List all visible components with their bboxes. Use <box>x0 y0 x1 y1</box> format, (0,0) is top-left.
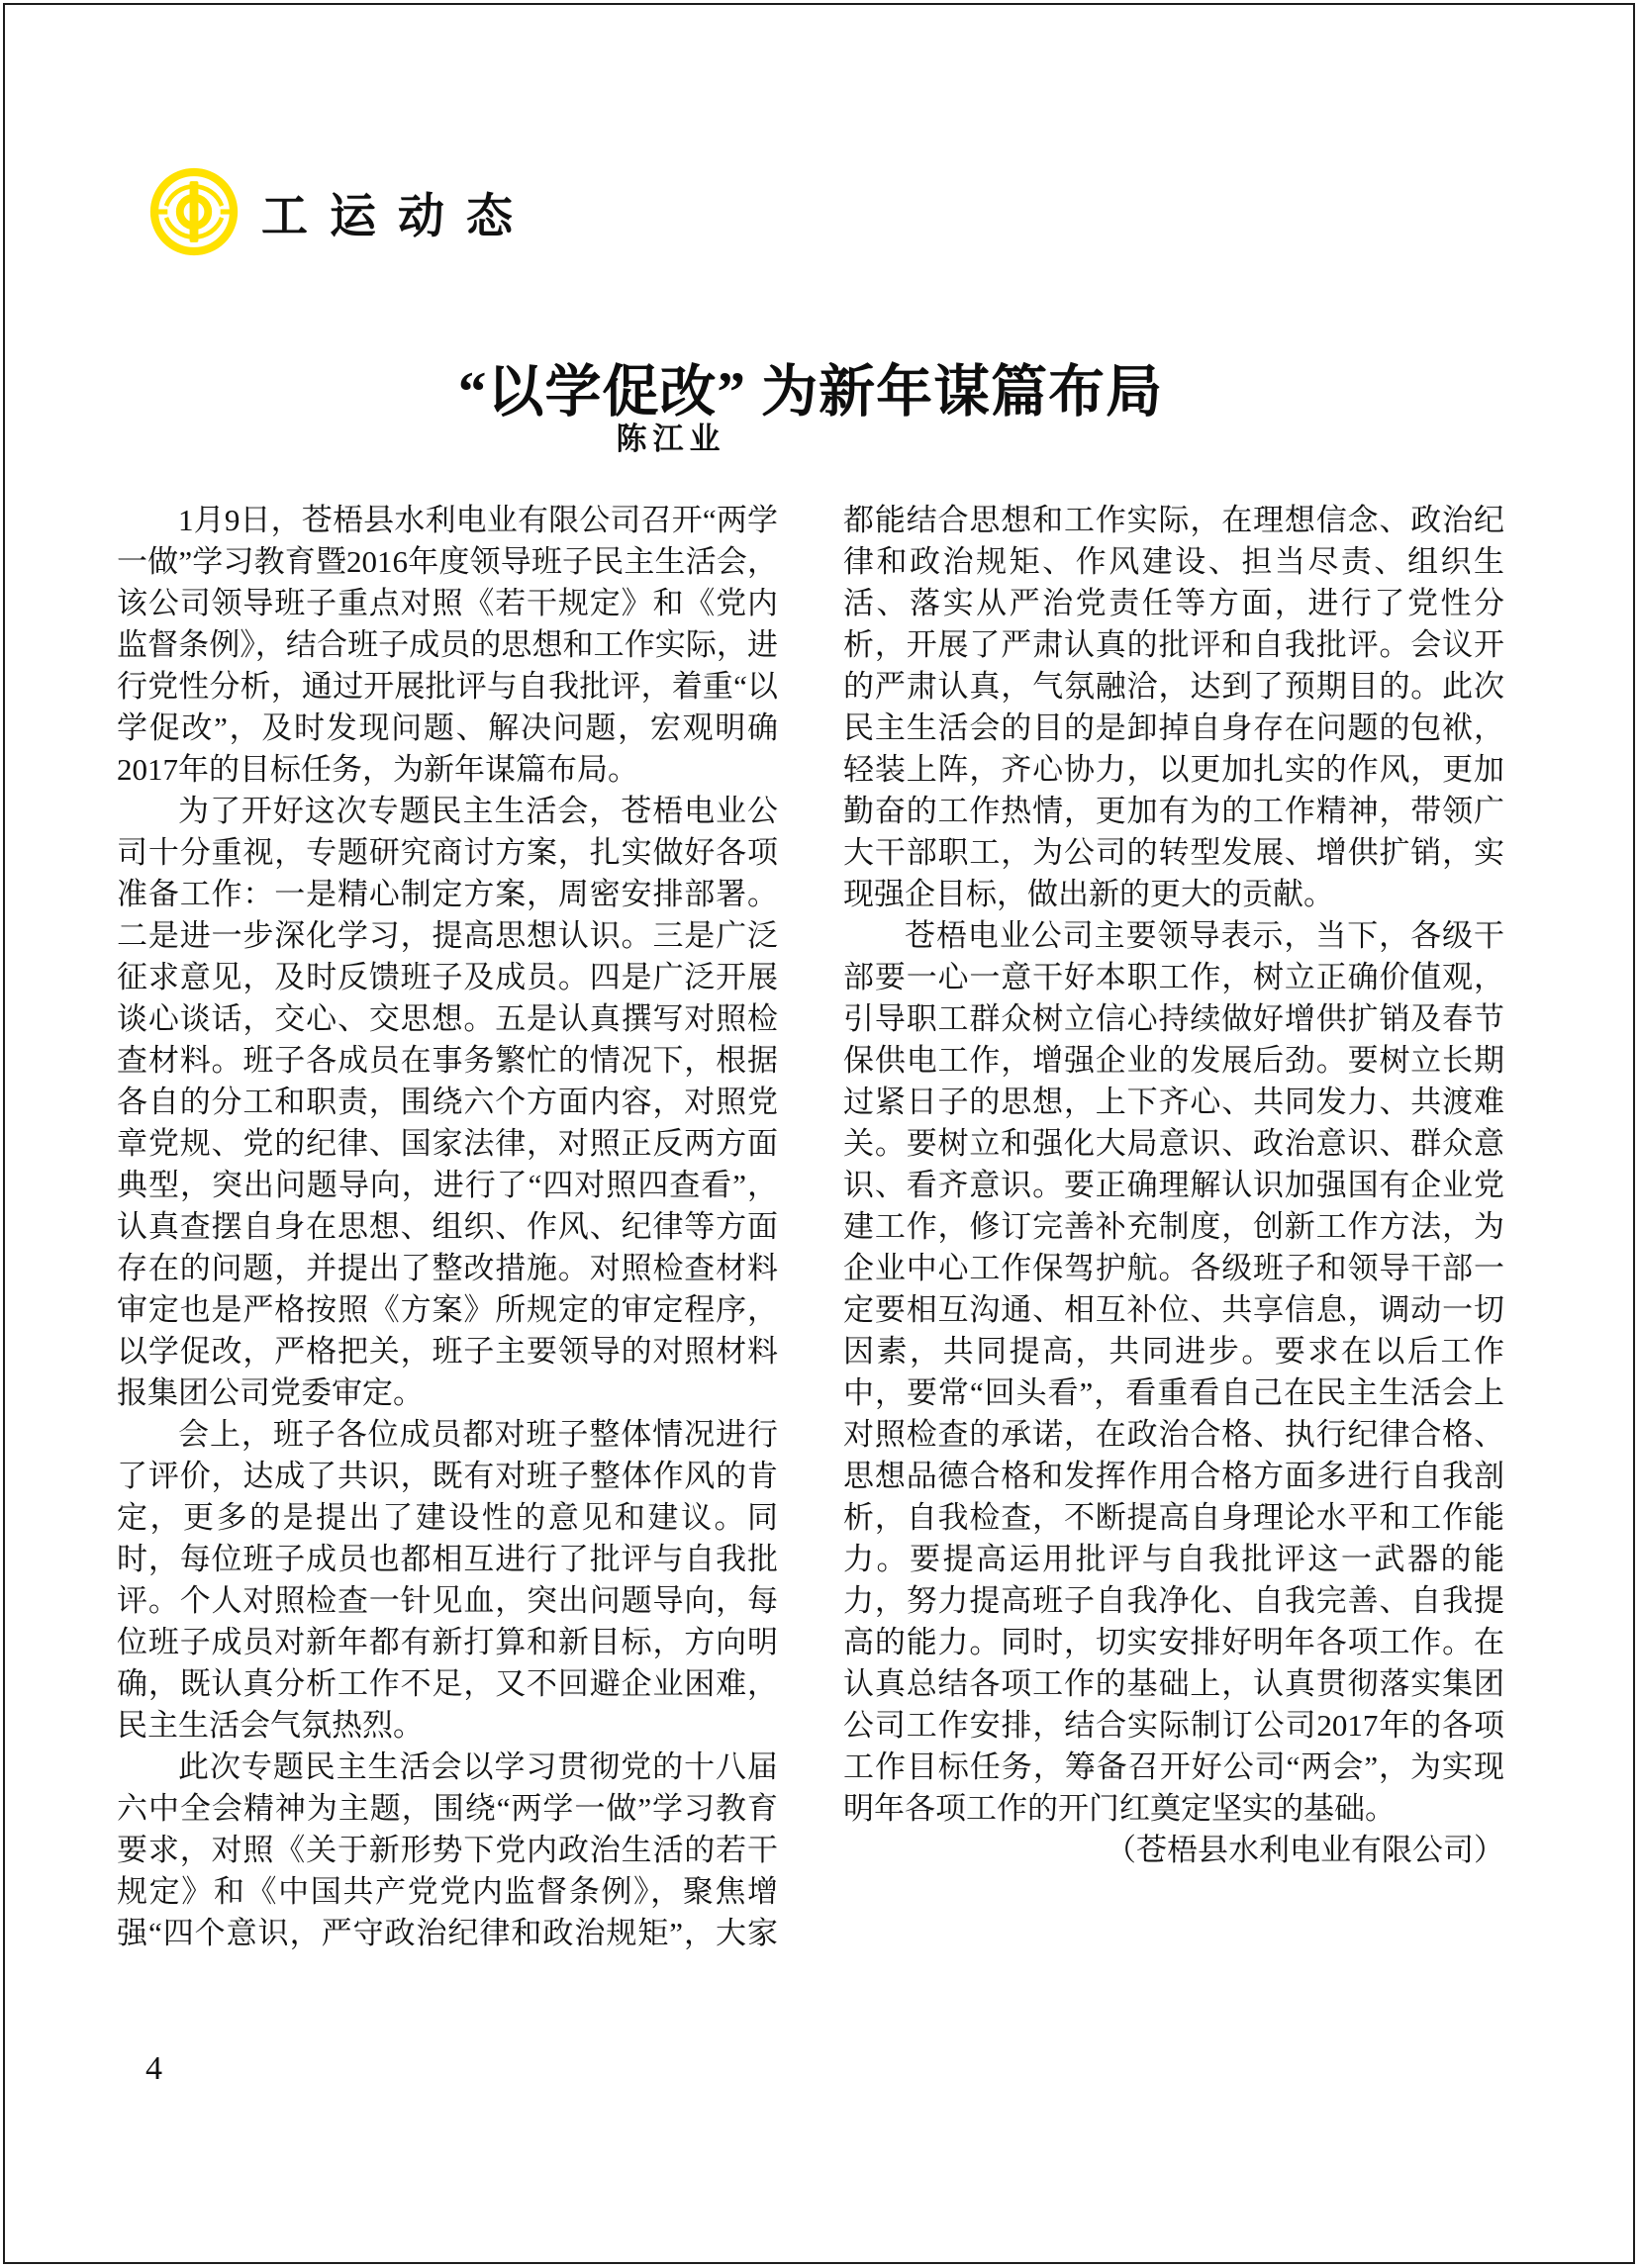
article-author: 陈江业 <box>616 422 726 456</box>
page-number: 4 <box>145 2050 162 2087</box>
article-title: “以学促改” 为新年谋篇布局 <box>457 361 1164 425</box>
article-paragraph: 苍梧电业公司主要领导表示，当下，各级干部要一心一意干好本职工作，树立正确价值观，引导职工群众树立信心持续做好增供扩销及春节保供电工作，增强企业的发展后劲。要树立长期过紧日子的思想，上下齐心、共同发力、共渡难关。要树立和强化大局意识、政治意识、群众意识、看齐意识。要正确理解认识加强国有企业党建工作，修订完善补充制度，创新工作方法，为企业中心工作保驾护航。各级班子和领导干部一定要相互沟通、相互补位、共享信息，调动一切因素，共同提高，共同进步。要求在以后工作中，要常“回头看”，看重看自己在民主生活会上对照检查的承诺，在政治合格、执行纪律合格、思想品德合格和发挥作用合格方面多进行自我剖析，自我检查，不断提高自身理论水平和工作能力。要提高运用批评与自我批评这一武器的能力，努力提高班子自我净化、自我完善、自我提高的能力。同时，切实安排好明年各项工作。在认真总结各项工作的基础上，认真贯彻落实集团公司工作安排，结合实际制订公司2017年的各项工作目标任务，筹备召开好公司“两会”，为实现明年各项工作的开门红奠定坚实的基础。 <box>843 918 1504 1826</box>
trade-union-emblem-icon <box>148 166 240 257</box>
article-paragraph: 会上，班子各位成员都对班子整体情况进行了评价，达成了共识，既有对班子整体作风的肯定，更多的是提出了建设性的意见和建议。同时，每位班子成员也都相互进行了批评与自我批评。个人对照检查一针见血，突出问题导向，每位班子成员对新年都有新打算和新目标，方向明确，既认真分析工作不足，又不回避企业困难，民主生活会气氛热烈。 <box>117 1417 778 1743</box>
article-signature: （苍梧县水利电业有限公司） <box>1106 1833 1504 1867</box>
article-paragraph: 为了开好这次专题民主生活会，苍梧电业公司十分重视，专题研究商讨方案，扎实做好各项准备工作：一是精心制定方案，周密安排部署。二是进一步深化学习，提高思想认识。三是广泛征求意见，及时反馈班子及成员。四是广泛开展谈心谈话，交心、交思想。五是认真撰写对照检查材料。班子各成员在事务繁忙的情况下，根据各自的分工和职责，围绕六个方面内容，对照党章党规、党的纪律、国家法律，对照正反两方面典型，突出问题导向，进行了“四对照四查看”，认真查摆自身在思想、组织、作风、纪律等方面存在的问题，并提出了整改措施。对照检查材料审定也是严格按照《方案》所规定的审定程序，以学促改，严格把关，班子主要领导的对照材料报集团公司党委审定。 <box>117 794 778 1410</box>
article-paragraph: 1月9日，苍梧县水利电业有限公司召开“两学一做”学习教育暨2016年度领导班子民主生活会，该公司领导班子重点对照《若干规定》和《党内监督条例》，结合班子成员的思想和工作实际，进行党性分析，通过开展批评与自我批评，着重“以学促改”，及时发现问题、解决问题，宏观明确2017年的目标任务，为新年谋篇布局。 <box>117 503 778 787</box>
article-paragraph: 此次专题民主生活会以学习贯彻党的十八届六中全会精神为主题，围绕“两学一做”学习教育要求，对照《关于新形势下党内政治生活的若干规定》和《中国共产党党内监督条例》，聚焦增强“四个意识，严守政治纪律和政治规矩”，大家都能结合思想和工作实际，在理想信念、政治纪律和政治规矩、作风建设、担当尽责、组织生活、落实从严治党责任等方面，进行了党性分析，开展了严肃认真的批评和自我批评。会议开的严肃认真，气氛融洽，达到了预期目的。此次民主生活会的目的是卸掉自身存在问题的包袱，轻装上阵，齐心协力，以更加扎实的作风，更加勤奋的工作热情，更加有为的工作精神，带领广大干部职工，为公司的转型发展、增供扩销，实现强企目标，做出新的更大的贡献。 <box>117 503 1504 1950</box>
section-header <box>148 166 534 257</box>
article-body <box>117 500 1504 1962</box>
section-label: 工运动态 <box>261 190 534 243</box>
